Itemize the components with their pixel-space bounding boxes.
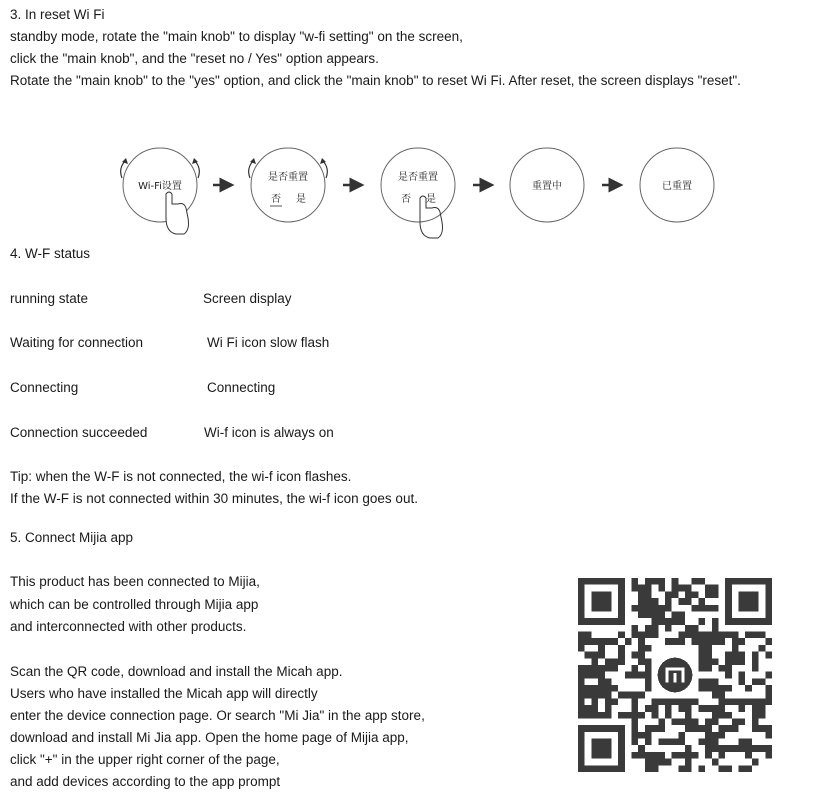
para2-line: Users who have installed the Micah app will directly (10, 686, 318, 701)
step2-no: 否 (271, 194, 281, 205)
para2-line: Scan the QR code, download and install the Micah app. (10, 664, 343, 679)
mi-logo-icon (655, 655, 695, 695)
status-state: Connecting (10, 380, 79, 395)
status-state-header: running state (10, 291, 89, 306)
para2-line: download and install Mi Jia app. Open the home page of Mijia app, (10, 730, 409, 745)
step2-circle (249, 148, 328, 222)
para1-line: and interconnected with other products. (10, 619, 247, 634)
section3-line: click the "main knob", and the "reset no / Yes" option appears. (10, 51, 379, 66)
step1-label: Wi-Fi设置 (138, 181, 182, 192)
status-display: Connecting (207, 380, 276, 395)
section3-line: standby mode, rotate the "main knob" to display "w-fi setting" on the screen, (10, 29, 463, 44)
step5-label: 已重置 (662, 181, 692, 192)
hand-pointer-icon (166, 192, 189, 234)
tip-line: If the W-F is not connected within 30 minutes, the wi-f icon goes out. (10, 491, 418, 506)
section4-heading: 4. W-F status (10, 246, 91, 261)
status-display: Wi-f icon is always on (204, 425, 334, 440)
qr-code[interactable] (578, 578, 772, 772)
para2-line: enter the device connection page. Or search "Mi Jia" in the app store, (10, 708, 425, 723)
section5-heading: 5. Connect Mijia app (10, 530, 134, 545)
step2-title: 是否重置 (268, 172, 308, 183)
tip-line: Tip: when the W-F is not connected, the wi-f icon flashes. (10, 469, 352, 484)
para1-line: This product has been connected to Mijia, (10, 574, 260, 589)
step3-yes: 是 (426, 194, 436, 205)
para2-line: and add devices according to the app prompt (10, 774, 281, 789)
status-display-header: Screen display (203, 291, 292, 306)
para1-line: which can be controlled through Mijia app (10, 597, 259, 612)
section3-heading: 3. In reset Wi Fi (10, 7, 105, 22)
step3-title: 是否重置 (398, 172, 438, 183)
step3-circle (381, 148, 455, 222)
status-state: Waiting for connection (10, 335, 144, 350)
reset-wifi-diagram (100, 140, 740, 240)
status-state: Connection succeeded (10, 425, 148, 440)
step3-no: 否 (401, 194, 411, 205)
step2-yes: 是 (296, 194, 306, 205)
section3-line: Rotate the "main knob" to the "yes" option, and click the "main knob" to reset Wi Fi. After reset, the screen displays "reset". (10, 73, 741, 88)
status-display: Wi Fi icon slow flash (207, 335, 330, 350)
para2-line: click "+" in the upper right corner of the page, (10, 752, 280, 767)
step4-label: 重置中 (532, 181, 562, 192)
